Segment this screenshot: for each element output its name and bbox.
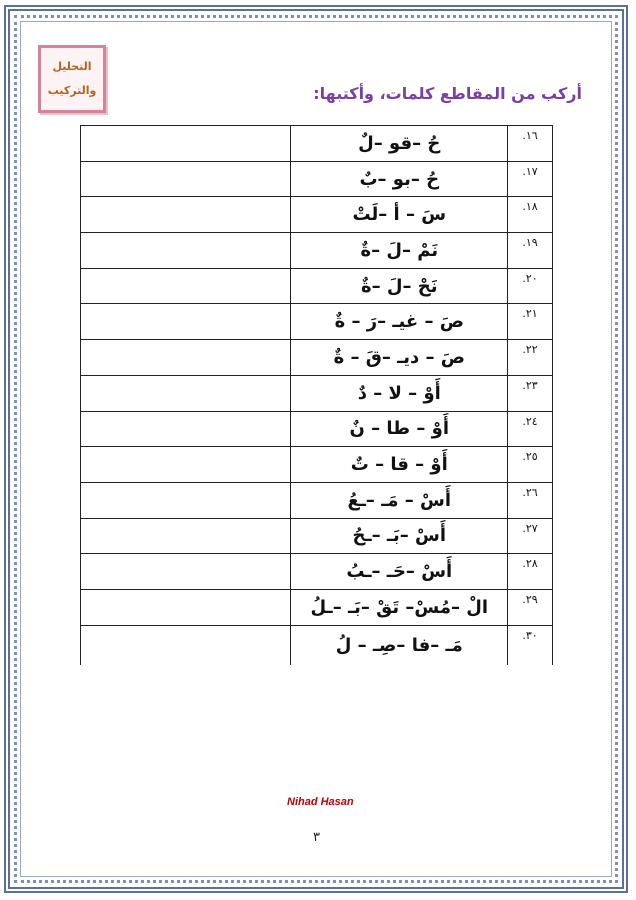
table-row xyxy=(81,304,553,340)
row-number: .٢٣ xyxy=(508,375,553,411)
answer-cell[interactable] xyxy=(81,233,291,269)
row-number: .٢٥ xyxy=(508,447,553,483)
answer-cell[interactable] xyxy=(81,554,291,590)
answer-cell[interactable] xyxy=(81,375,291,411)
answer-cell[interactable] xyxy=(81,340,291,376)
row-number: .١٦ xyxy=(508,126,553,162)
answer-cell[interactable] xyxy=(81,197,291,233)
answer-cell[interactable] xyxy=(81,589,291,625)
row-number: .٢٩ xyxy=(508,589,553,625)
badge-line1: التحليل xyxy=(52,60,92,73)
syllables-cell: الْ –مُسْ– تَقْ –بَـ –ـلُ xyxy=(291,589,508,625)
table-row xyxy=(81,482,553,518)
table-row xyxy=(81,126,553,162)
syllables-cell: حُ –قو –لٌ xyxy=(291,126,508,162)
row-number: .٢٠ xyxy=(508,268,553,304)
syllables-cell: صَ – غيـ –رَ – ةٌ xyxy=(291,304,508,340)
page-number: ٣ xyxy=(313,830,320,845)
section-badge xyxy=(38,45,106,113)
author-name: Nihad Hasan xyxy=(287,796,354,808)
table-row xyxy=(81,268,553,304)
row-number: .٢٢ xyxy=(508,340,553,376)
syllables-cell: صَ – ديـ –قَ – ةٌ xyxy=(291,340,508,376)
answer-cell[interactable] xyxy=(81,126,291,162)
table-row xyxy=(81,233,553,269)
answer-cell[interactable] xyxy=(81,411,291,447)
answer-cell[interactable] xyxy=(81,482,291,518)
table-row xyxy=(81,340,553,376)
table-row xyxy=(81,589,553,625)
row-number: .١٨ xyxy=(508,197,553,233)
row-number: .٢٦ xyxy=(508,482,553,518)
table-row xyxy=(81,447,553,483)
table-row xyxy=(81,375,553,411)
row-number: .٢٧ xyxy=(508,518,553,554)
syllables-cell: أَسْ – مَـ –ـعُ xyxy=(291,482,508,518)
answer-cell[interactable] xyxy=(81,161,291,197)
syllables-cell: أَسْ –بَـ –ـحُ xyxy=(291,518,508,554)
exercise-table xyxy=(80,125,553,665)
answer-cell[interactable] xyxy=(81,625,291,665)
syllables-cell: أَسْ –حَـ –ـبُ xyxy=(291,554,508,590)
row-number: .٢٤ xyxy=(508,411,553,447)
row-number: .١٩ xyxy=(508,233,553,269)
answer-cell[interactable] xyxy=(81,268,291,304)
table-row xyxy=(81,518,553,554)
answer-cell[interactable] xyxy=(81,447,291,483)
table-row xyxy=(81,161,553,197)
table-row xyxy=(81,625,553,665)
syllables-cell: مَـ –فا –صِـ – لُ xyxy=(291,625,508,665)
table-row xyxy=(81,411,553,447)
syllables-cell: حُ –بو –بٌ xyxy=(291,161,508,197)
row-number: .١٧ xyxy=(508,161,553,197)
exercise-title: أركب من المقاطع كلمات، وأكتبها: xyxy=(313,84,582,103)
row-number: .٢٨ xyxy=(508,554,553,590)
syllables-cell: نَمْ –لَ –ةٌ xyxy=(291,233,508,269)
row-number: .٣٠ xyxy=(508,625,553,665)
syllables-cell: أَوْ – قا – تٌ xyxy=(291,447,508,483)
syllables-cell: أَوْ – لا – دٌ xyxy=(291,375,508,411)
answer-cell[interactable] xyxy=(81,304,291,340)
table-row xyxy=(81,197,553,233)
answer-cell[interactable] xyxy=(81,518,291,554)
syllables-cell: سَ – أ –لَتْ xyxy=(291,197,508,233)
badge-line2: والتركيب xyxy=(47,84,97,97)
syllables-cell: نَحْ –لَ –ةٌ xyxy=(291,268,508,304)
row-number: .٢١ xyxy=(508,304,553,340)
syllables-cell: أَوْ – طا – نٌ xyxy=(291,411,508,447)
table-row xyxy=(81,554,553,590)
